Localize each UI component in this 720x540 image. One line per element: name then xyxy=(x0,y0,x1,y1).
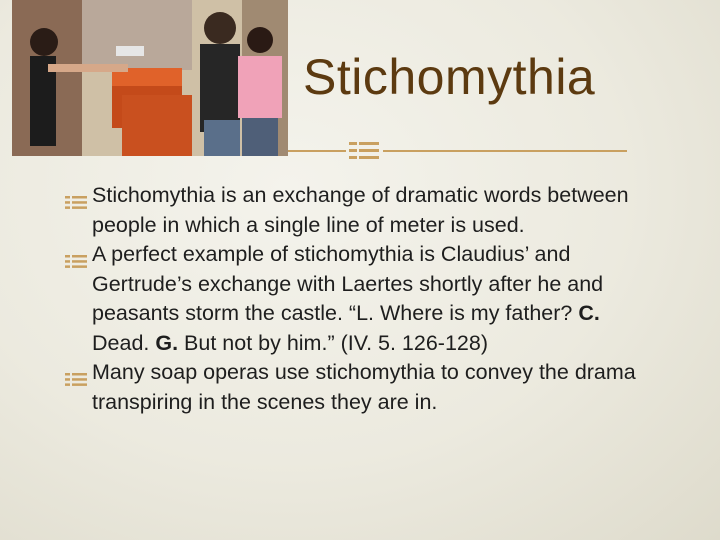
slide-photo xyxy=(12,0,288,156)
speaker-label: G. xyxy=(155,330,179,355)
title-divider-left xyxy=(288,150,346,152)
bullet-item xyxy=(22,240,712,358)
bullet-text: Dead. xyxy=(92,330,156,355)
list-bullet-icon xyxy=(65,189,87,204)
bullet-text: A perfect example of stichomythia is Claudius’ and Gertrude’s exchange with Laertes shortly after he and peasants storm the castle. “L. Where is my father? xyxy=(92,242,604,325)
speaker-label: C. xyxy=(578,301,600,325)
slide-title: Stichomythia xyxy=(303,49,596,105)
bullet-text: Stichomythia is an exchange of dramatic words between people in which a single line of meter is used. xyxy=(92,183,629,237)
bullet-text: Many soap operas use stichomythia to convey the drama transpiring in the scenes they are in. xyxy=(92,360,636,414)
bullet-item xyxy=(22,358,712,417)
bullet-text: But not by him.” (IV. 5. 126-128) xyxy=(178,330,488,355)
list-bullets-icon xyxy=(349,139,379,161)
bullet-item xyxy=(22,181,712,240)
bullet-list xyxy=(22,181,712,417)
list-bullet-icon xyxy=(65,366,87,381)
list-bullet-icon xyxy=(65,248,87,263)
title-divider-right xyxy=(383,150,627,152)
